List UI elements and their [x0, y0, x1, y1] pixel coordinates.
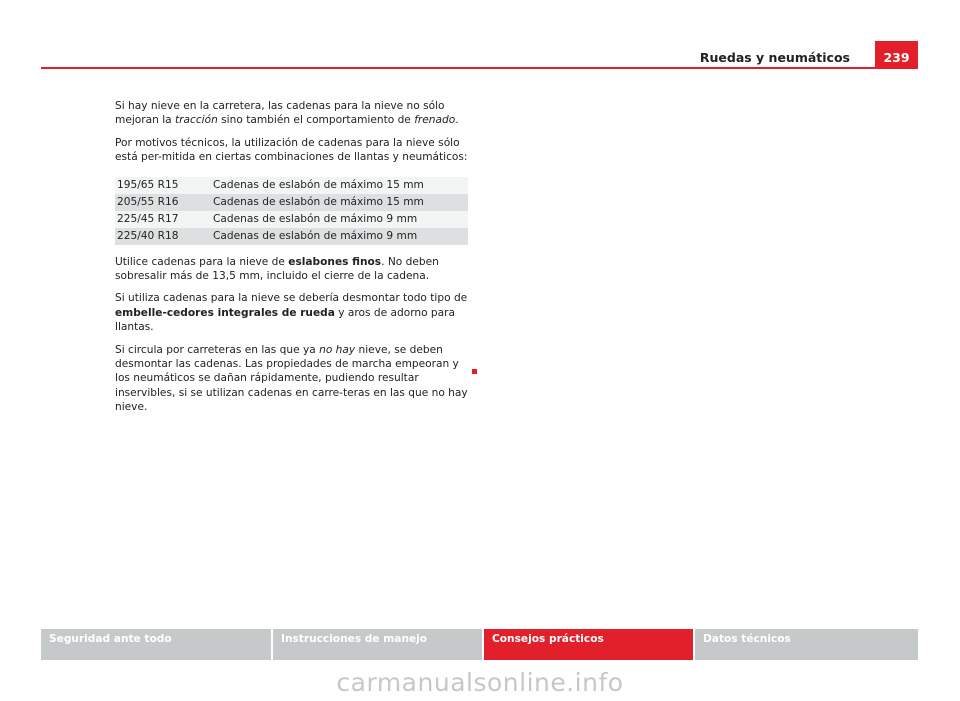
footer-tab-datos[interactable]: Datos técnicos — [695, 629, 918, 660]
text-span: Si utiliza cadenas para la nieve se debería desmontar todo tipo de — [115, 292, 468, 305]
chain-spec-cell: Cadenas de eslabón de máximo 9 mm — [213, 211, 468, 228]
header-rule — [41, 67, 918, 69]
page-number-box — [875, 41, 918, 69]
watermark: carmanualsonline.info — [336, 668, 624, 697]
emphasis-no-hay: no hay — [319, 343, 356, 356]
text-span: nieve, se deben desmontar las cadenas. Las propiedades de marcha empeoran y los neumáticos se dañan rápidamente, pudiendo resultar inservibles, si se utilizan cadenas en carre-teras en las que no hay nieve. — [115, 343, 468, 414]
chain-spec-cell: Cadenas de eslabón de máximo 15 mm — [213, 177, 468, 194]
paragraph-hubcaps — [115, 291, 468, 334]
text-span: . No deben sobresalir más de 13,5 mm, incluido el cierre de la cadena. — [115, 255, 439, 283]
chain-spec-cell: Cadenas de eslabón de máximo 9 mm — [213, 228, 468, 245]
bold-embellecedores: embelle-cedores integrales de rueda — [115, 306, 335, 319]
emphasis-frenado: frenado — [414, 114, 456, 127]
table-row — [115, 194, 468, 211]
chain-spec-cell: Cadenas de eslabón de máximo 15 mm — [213, 194, 468, 211]
tire-size-cell: 225/45 R17 — [115, 211, 213, 228]
text-span: y aros de adorno para llantas. — [115, 306, 455, 334]
footer-tab-seguridad[interactable]: Seguridad ante todo — [41, 629, 271, 660]
chapter-title: Ruedas y neumáticos — [699, 50, 850, 65]
chain-size-table — [115, 177, 468, 245]
tire-size-cell: 225/40 R18 — [115, 228, 213, 245]
text-span: Si hay nieve en la carretera, las cadenas para la nieve no sólo mejoran la — [115, 100, 445, 127]
bold-eslabones-finos: eslabones finos — [288, 255, 382, 268]
table-row — [115, 177, 468, 194]
emphasis-traccion: tracción — [175, 114, 218, 127]
text-span: Utilice cadenas para la nieve de — [115, 255, 289, 268]
section-end-marker — [472, 369, 477, 374]
paragraph-technical-reasons: Por motivos técnicos, la utilización de cadenas para la nieve sólo está per-mitida en ciertas combinaciones de llantas y neumáticos: — [115, 136, 468, 164]
paragraph-snow-chains-intro — [115, 99, 468, 128]
paragraph-remove-chains — [115, 343, 468, 415]
text-span: Si circula por carreteras en las que ya — [115, 343, 320, 356]
table-row — [115, 228, 468, 245]
text-span: sino también el comportamiento de — [217, 114, 415, 127]
footer-tab-consejos[interactable]: Consejos prácticos — [484, 629, 693, 660]
footer-tab-instrucciones[interactable]: Instrucciones de manejo — [273, 629, 482, 660]
page-number: 239 — [883, 50, 910, 65]
paragraph-fine-links — [115, 255, 468, 284]
table-row — [115, 211, 468, 228]
page-content — [115, 99, 468, 423]
footer-nav — [41, 629, 918, 660]
tire-size-cell: 205/55 R16 — [115, 194, 213, 211]
text-span: . — [455, 114, 459, 127]
tire-size-cell: 195/65 R15 — [115, 177, 213, 194]
